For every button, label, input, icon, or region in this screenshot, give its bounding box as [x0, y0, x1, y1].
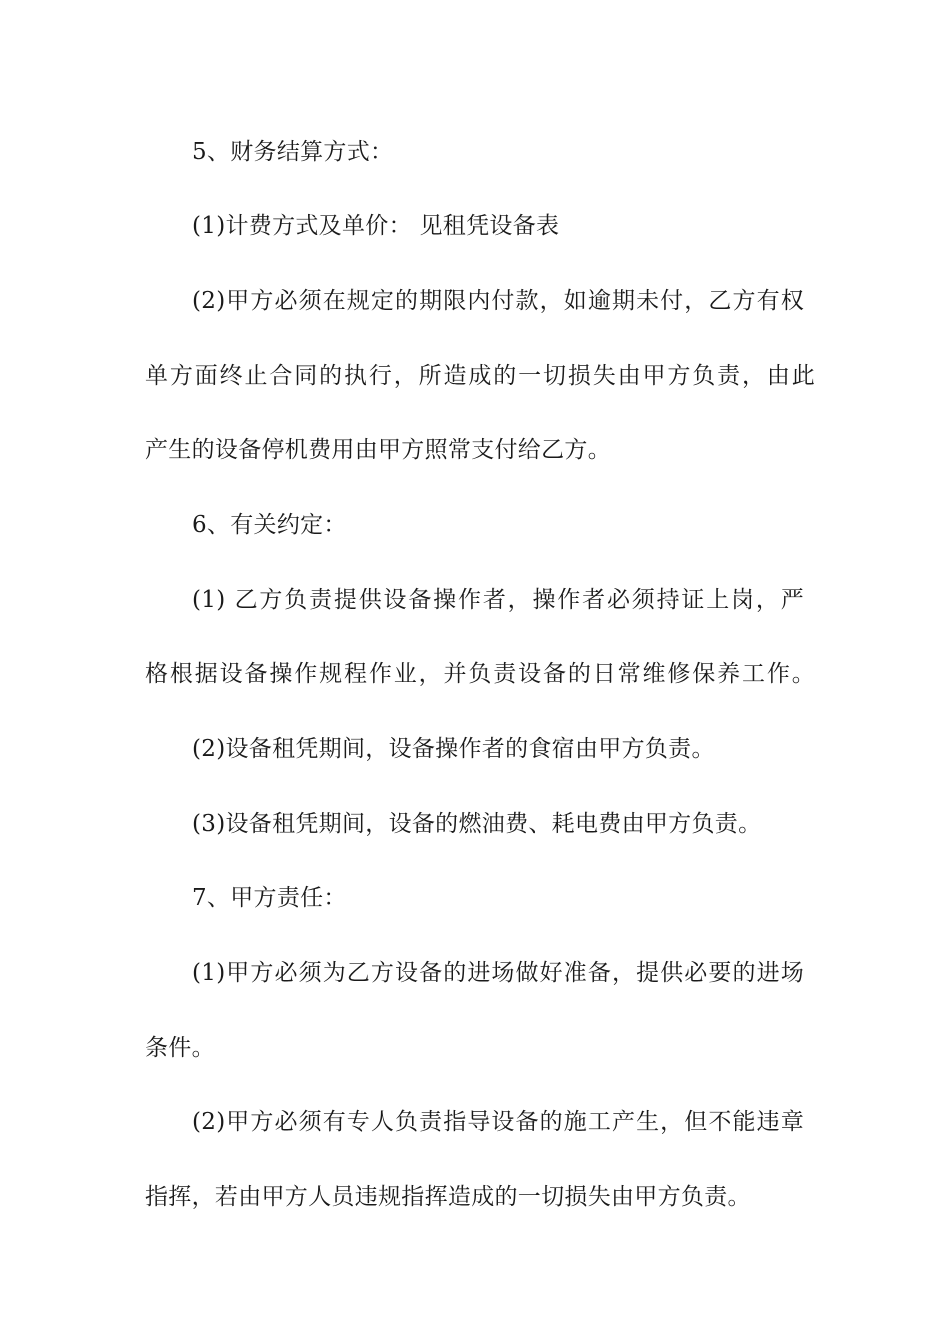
section-5-heading: 5、财务结算方式：: [192, 139, 394, 165]
section-7-heading: 7、甲方责任：: [192, 885, 347, 911]
paragraph-line: 格根据设备操作规程作业，并负责设备的日常维修保养工作。: [145, 661, 815, 687]
paragraph-line: 指挥，若由甲方人员违规指挥造成的一切损失由甲方负责。: [145, 1184, 751, 1210]
paragraph-line: 单方面终止合同的执行，所造成的一切损失由甲方负责，由此: [145, 363, 815, 389]
paragraph-line: (1)甲方必须为乙方设备的进场做好准备，提供必要的进场: [192, 960, 804, 986]
paragraph-line: (2)设备租凭期间，设备操作者的食宿由甲方负责。: [192, 736, 715, 762]
paragraph-line: (3)设备租凭期间，设备的燃油费、耗电费由甲方负责。: [192, 811, 762, 837]
paragraph-line: (2)甲方必须有专人负责指导设备的施工产生，但不能违章: [192, 1109, 804, 1135]
paragraph-line: (1)计费方式及单价： 见租凭设备表: [192, 213, 560, 239]
paragraph-line: (2)甲方必须在规定的期限内付款，如逾期未付，乙方有权: [192, 288, 804, 314]
section-6-heading: 6、有关约定：: [192, 512, 347, 538]
paragraph-line: 产生的设备停机费用由甲方照常支付给乙方。: [145, 437, 611, 463]
paragraph-line: (1) 乙方负责提供设备操作者，操作者必须持证上岗，严: [192, 587, 804, 613]
paragraph-line: 条件。: [145, 1035, 215, 1061]
